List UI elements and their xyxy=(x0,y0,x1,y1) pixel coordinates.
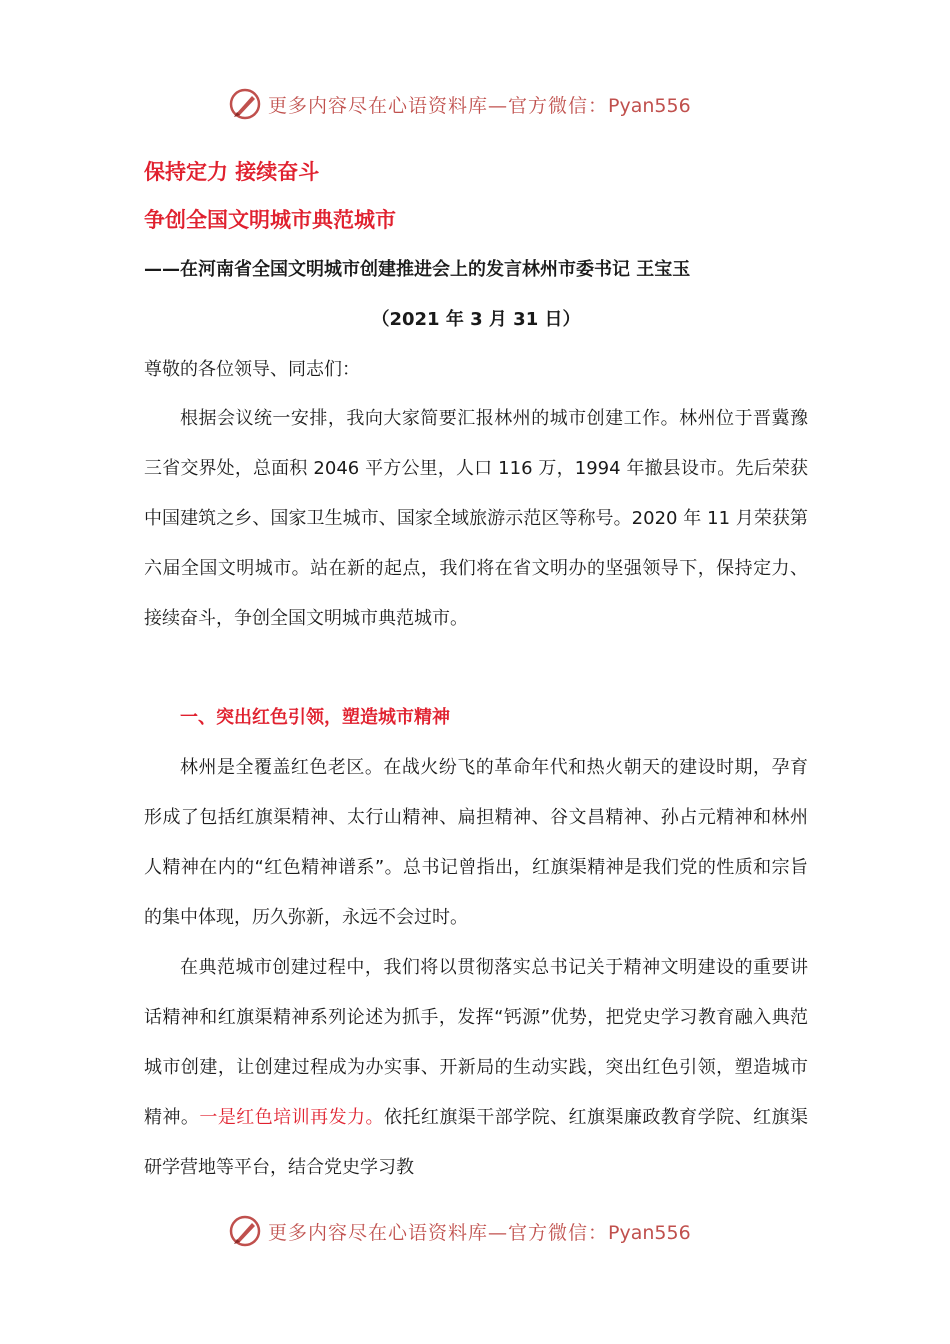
paragraph-model-city xyxy=(144,943,808,1193)
subtitle: ——在河南省全国文明城市创建推进会上的发言林州市委书记 王宝玉 xyxy=(144,259,691,280)
section-heading-1: 一、突出红色引领，塑造城市精神 xyxy=(180,707,450,728)
paragraph-text-b: 依托红旗渠干部学院、红旗渠廉政教育学院、红旗渠研学营地等平台，结合党史学习教 xyxy=(144,1107,809,1178)
banner-wechat-id: Pyan556 xyxy=(608,94,691,117)
paragraph-text-a: 在典范城市创建过程中，我们将以贯彻落实总书记关于精神文明建设的重要讲话精神和红旗渠精神系列论述为抓手，发挥“钙源”优势，把党史学习教育融入典范城市创建，让创建过程成为办实事、开新局的生动实践，突出红色引领，塑造城市精神。 xyxy=(144,957,808,1128)
footer-banner xyxy=(228,1211,691,1251)
pen-logo-icon xyxy=(228,87,262,121)
header-banner xyxy=(228,84,691,124)
banner-wechat-id: Pyan556 xyxy=(608,1221,691,1244)
speech-date: （2021 年 3 月 31 日） xyxy=(371,309,581,330)
banner-text: 更多内容尽在心语资料库—官方微信：Pyan556 xyxy=(268,1221,691,1244)
pen-logo-icon xyxy=(228,1214,262,1248)
paragraph-intro: 根据会议统一安排，我向大家简要汇报林州的城市创建工作。林州位于晋冀豫三省交界处，总面积 2046 平方公里，人口 116 万，1994 年撤县设市。先后荣获中国建筑之乡、国家卫生城市、国家全域旅游示范区等称号。2020 年 11 月荣获第六届全国文明城市。站在新的起点，我们将在省文明办的坚强领导下，保持定力、接续奋斗，争创全国文明城市典范城市。 xyxy=(144,408,808,629)
title-line-2: 争创全国文明城市典范城市 xyxy=(144,208,396,232)
salutation: 尊敬的各位领导、同志们： xyxy=(144,359,360,380)
title-line-1: 保持定力 接续奋斗 xyxy=(144,160,320,184)
highlight-red-training: 一是红色培训再发力。 xyxy=(199,1107,384,1128)
banner-text: 更多内容尽在心语资料库—官方微信：Pyan556 xyxy=(268,94,691,117)
paragraph-red-heritage: 林州是全覆盖红色老区。在战火纷飞的革命年代和热火朝天的建设时期，孕育形成了包括红旗渠精神、太行山精神、扁担精神、谷文昌精神、孙占元精神和林州人精神在内的“红色精神谱系”。总书记曾指出，红旗渠精神是我们党的性质和宗旨的集中体现，历久弥新，永远不会过时。 xyxy=(144,757,808,928)
